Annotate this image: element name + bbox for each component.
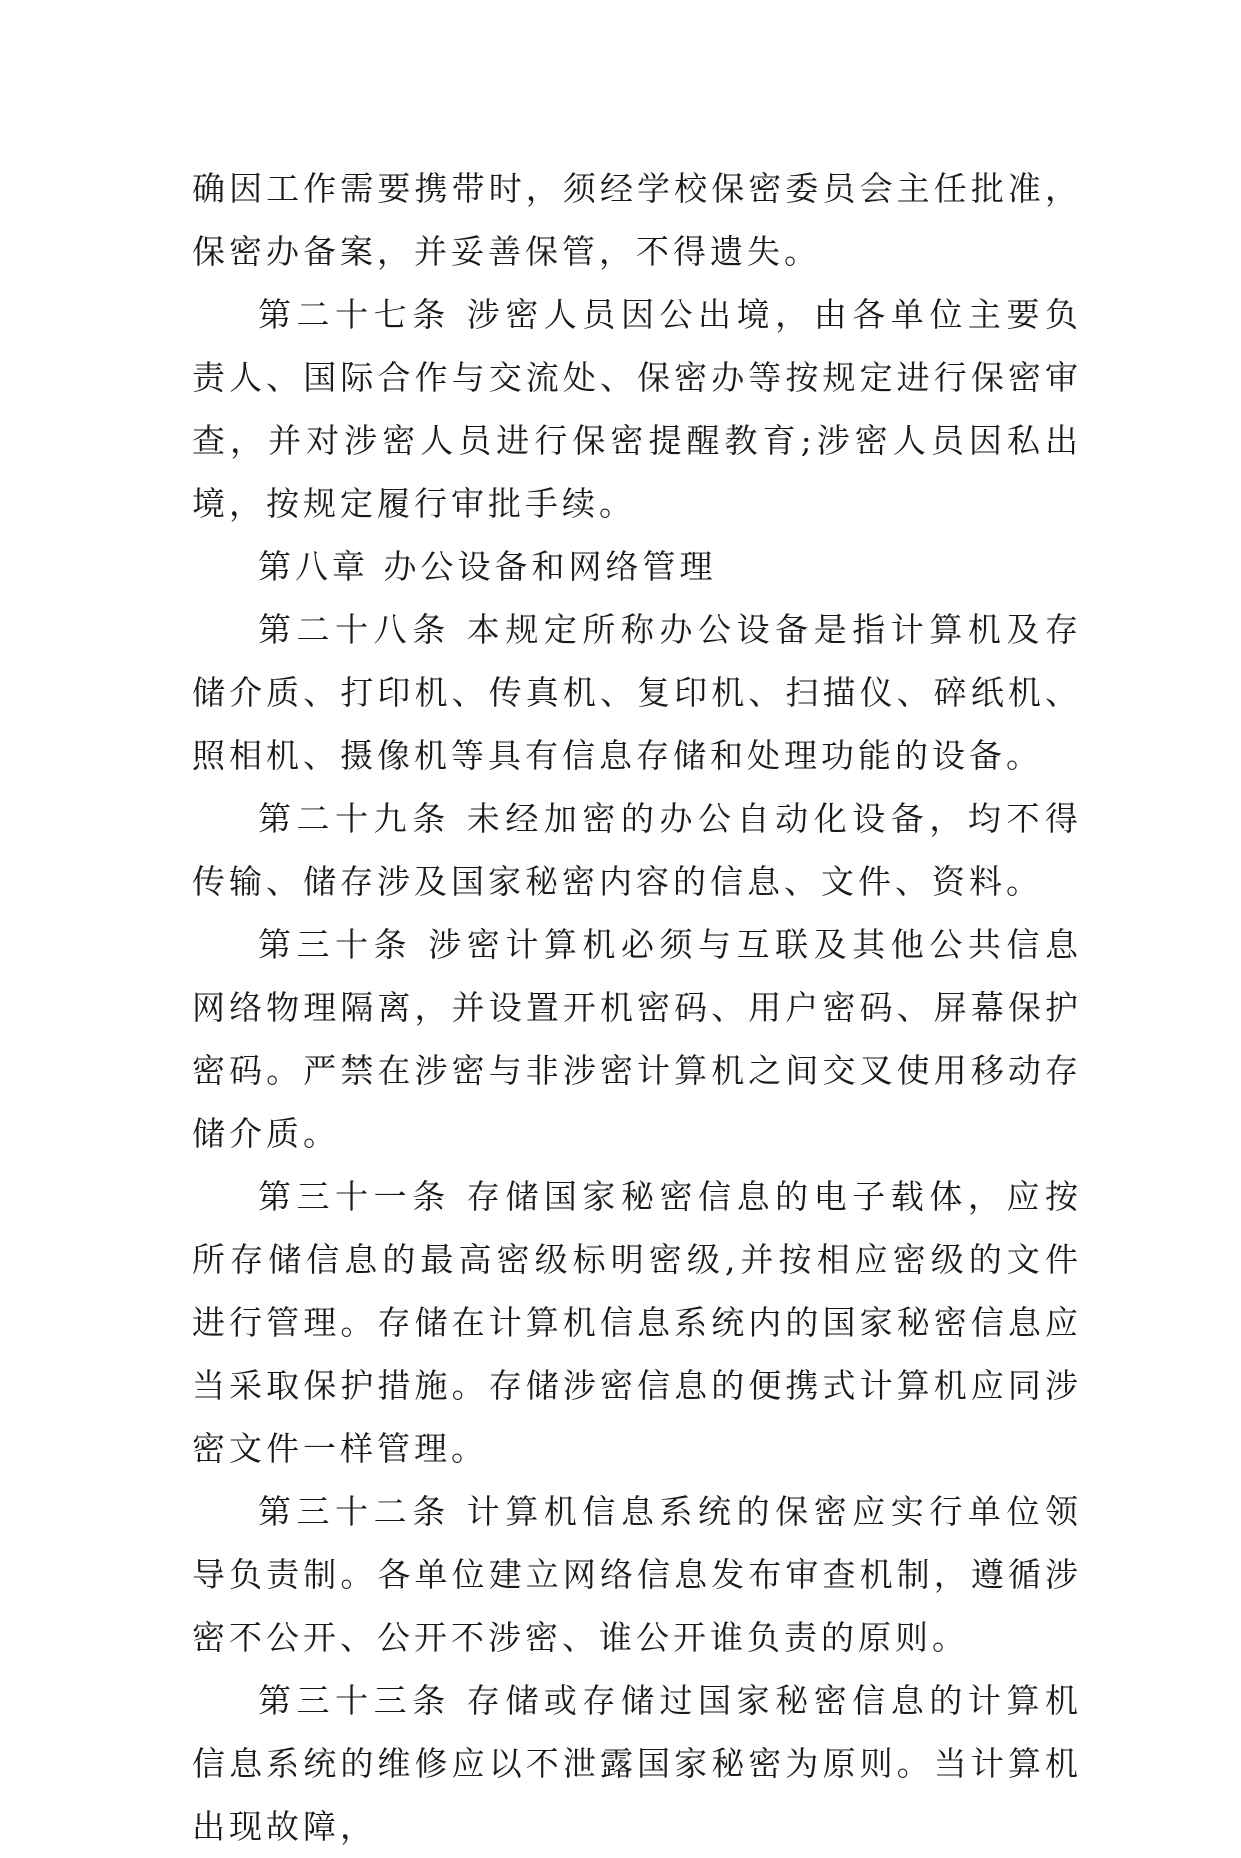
paragraph-article-33: 第三十三条 存储或存储过国家秘密信息的计算机信息系统的维修应以不泄露国家秘密为原则。当计算机出现故障， [192,1681,1082,1846]
paragraph-article-31: 第三十一条 存储国家秘密信息的电子载体，应按所存储信息的最高密级标明密级,并按相应密级的文件进行管理。存储在计算机信息系统内的国家秘密信息应当采取保护措施。存储涉密信息的便携式计算机应同涉密文件一样管理。 [192,1177,1082,1468]
document-body [192,157,1082,1858]
paragraph-article-27: 第二十七条 涉密人员因公出境，由各单位主要负责人、国际合作与交流处、保密办等按规定进行保密审查，并对涉密人员进行保密提醒教育;涉密人员因私出境，按规定履行审批手续。 [192,295,1082,523]
paragraph-article-30: 第三十条 涉密计算机必须与互联及其他公共信息网络物理隔离，并设置开机密码、用户密码、屏幕保护密码。严禁在涉密与非涉密计算机之间交叉使用移动存储介质。 [192,925,1082,1153]
paragraph-article-28: 第二十八条 本规定所称办公设备是指计算机及存储介质、打印机、传真机、复印机、扫描仪、碎纸机、照相机、摄像机等具有信息存储和处理功能的设备。 [192,610,1082,775]
paragraph-article-32: 第三十二条 计算机信息系统的保密应实行单位领导负责制。各单位建立网络信息发布审查机制，遵循涉密不公开、公开不涉密、谁公开谁负责的原则。 [192,1492,1082,1657]
chapter-heading: 第八章 办公设备和网络管理 [258,547,717,586]
paragraph-article-29: 第二十九条 未经加密的办公自动化设备，均不得传输、储存涉及国家秘密内容的信息、文件、资料。 [192,799,1082,901]
paragraph-continuation: 确因工作需要携带时，须经学校保密委员会主任批准，保密办备案，并妥善保管，不得遗失。 [192,169,1082,271]
